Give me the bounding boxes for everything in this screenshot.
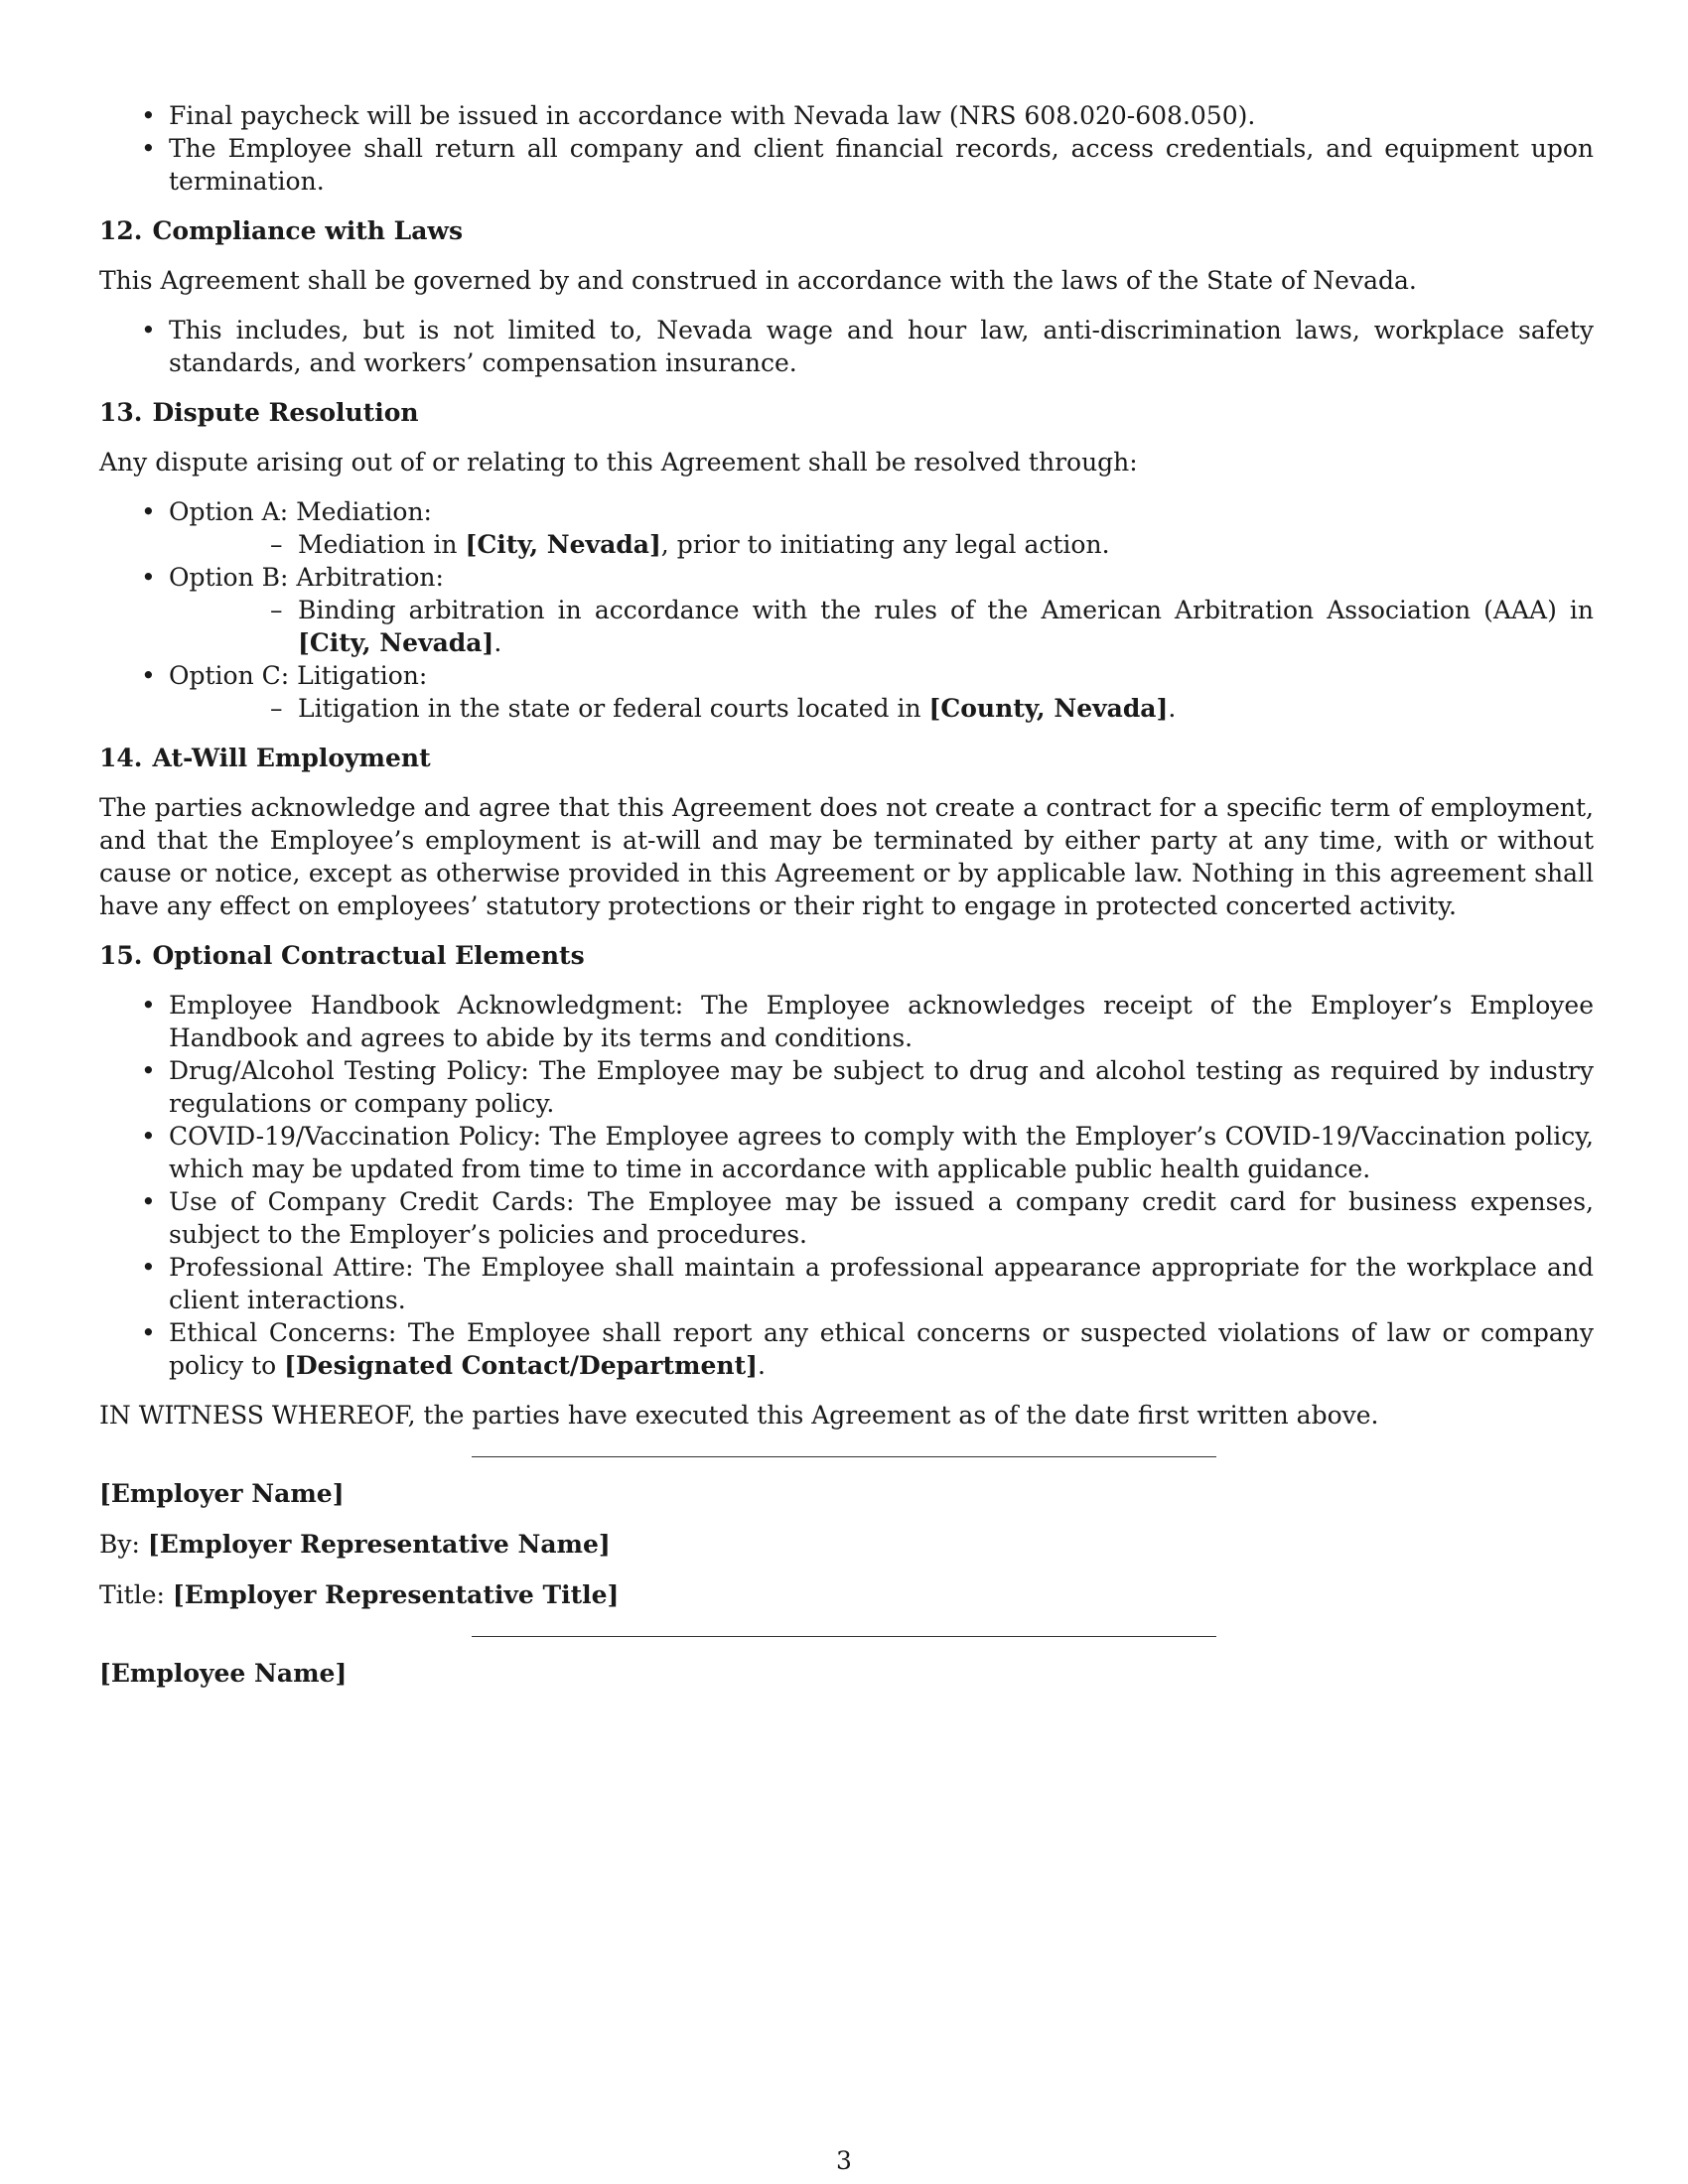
document-page (99, 99, 1594, 1707)
placeholder-city: [City, Nevada] (298, 628, 494, 657)
employer-name-text: [Employer Name] (99, 1479, 345, 1508)
option-c (99, 659, 1594, 725)
option-b (99, 561, 1594, 659)
list-item: • COVID-19/Vaccination Policy: The Employee agrees to comply with the Employer’s COVID-19/Vaccination policy, which may be updated from time to time in accordance with applicable public health guidance. (99, 1120, 1594, 1185)
employer-signature-block (99, 1456, 1594, 1611)
list-item: • Final paycheck will be issued in accordance with Nevada law (NRS 608.020-608.050). (99, 99, 1594, 132)
witness-statement: IN WITNESS WHEREOF, the parties have executed this Agreement as of the date first written above. (99, 1401, 1379, 1430)
sub-item (169, 528, 1594, 561)
section-number: 12. (99, 216, 143, 245)
title-label: Title: (99, 1580, 173, 1609)
option-label: Option A: Mediation: (169, 497, 432, 526)
text: . (757, 1351, 766, 1380)
section-title: At-Will Employment (152, 744, 431, 772)
section-14-paragraph: The parties acknowledge and agree that this Agreement does not create a contract for a specific term of employment, and that the Employee’s employment is at-will and may be terminated by either party at any time, with or without cause or notice, except as otherwise provided in this Agreement or by applicable law. Nothing in this agreement shall have any effect on employees’ statutory protections or their right to engage in protected concerted activity. (99, 793, 1594, 920)
employee-signature-line (472, 1636, 1216, 1637)
sub-item (169, 692, 1594, 725)
list-item: • This includes, but is not limited to, Nevada wage and hour law, anti-discrimination laws, workplace safety standards, and workers’ compensation insurance. (99, 314, 1594, 379)
text: Litigation in the state or federal courts located in (298, 694, 929, 723)
section-12-heading (99, 214, 1594, 247)
section-14-heading (99, 742, 1594, 774)
section-11-bullets (99, 99, 1594, 198)
sub-item (169, 594, 1594, 659)
section-15-heading (99, 939, 1594, 972)
rep-title: [Employer Representative Title] (172, 1580, 620, 1609)
section-number: 13. (99, 398, 143, 427)
section-13-paragraph: Any dispute arising out of or relating to this Agreement shall be resolved through: (99, 448, 1138, 477)
page-number: 3 (836, 2146, 852, 2175)
placeholder-county: [County, Nevada] (928, 694, 1169, 723)
section-number: 15. (99, 941, 143, 970)
option-label: Option C: Litigation: (169, 661, 428, 690)
employee-name-text: [Employee Name] (99, 1659, 348, 1688)
employee-signature-block (99, 1636, 1594, 1690)
list-item: • Employee Handbook Acknowledgment: The Employee acknowledges receipt of the Employer’s Employee Handbook and agrees to abide by its terms and conditions. (99, 989, 1594, 1054)
employer-title-line (99, 1578, 1594, 1611)
list-item: • Professional Attire: The Employee shall maintain a professional appearance appropriate for the workplace and client interactions. (99, 1251, 1594, 1316)
text: Binding arbitration in accordance with the rules of the American Arbitration Association (AAA) in (298, 596, 1594, 624)
by-label: By: (99, 1530, 148, 1559)
section-12-paragraph: This Agreement shall be governed by and construed in accordance with the laws of the State of Nevada. (99, 266, 1417, 295)
placeholder-contact: [Designated Contact/Department] (284, 1351, 758, 1380)
option-label: Option B: Arbitration: (169, 563, 444, 592)
text: , prior to initiating any legal action. (660, 530, 1110, 559)
option-c-sub (169, 692, 1594, 725)
option-b-sub (169, 594, 1594, 659)
text: . (493, 628, 502, 657)
section-12-bullets (99, 314, 1594, 379)
employer-name (99, 1477, 1594, 1510)
employer-signature-line (472, 1456, 1216, 1457)
section-13-heading (99, 396, 1594, 429)
employee-name (99, 1657, 1594, 1690)
section-15-bullets (99, 989, 1594, 1382)
section-title: Dispute Resolution (152, 398, 419, 427)
section-number: 14. (99, 744, 143, 772)
section-title: Compliance with Laws (152, 216, 464, 245)
rep-name: [Employer Representative Name] (147, 1530, 611, 1559)
list-item: • Use of Company Credit Cards: The Employee may be issued a company credit card for business expenses, subject to the Employer’s policies and procedures. (99, 1185, 1594, 1251)
section-title: Optional Contractual Elements (152, 941, 585, 970)
employer-rep-line (99, 1528, 1594, 1561)
option-a (99, 495, 1594, 561)
option-a-sub (169, 528, 1594, 561)
section-13-options (99, 495, 1594, 725)
text: . (1168, 694, 1177, 723)
list-item (99, 1316, 1594, 1382)
list-item: • Drug/Alcohol Testing Policy: The Employee may be subject to drug and alcohol testing as required by industry regulations or company policy. (99, 1054, 1594, 1120)
placeholder-city: [City, Nevada] (465, 530, 661, 559)
text: Mediation in (298, 530, 466, 559)
text: Ethical Concerns: The Employee shall report any ethical concerns or suspected violations of law or company policy to (169, 1318, 1594, 1380)
list-item: • The Employee shall return all company and client financial records, access credentials, and equipment upon termination. (99, 132, 1594, 198)
